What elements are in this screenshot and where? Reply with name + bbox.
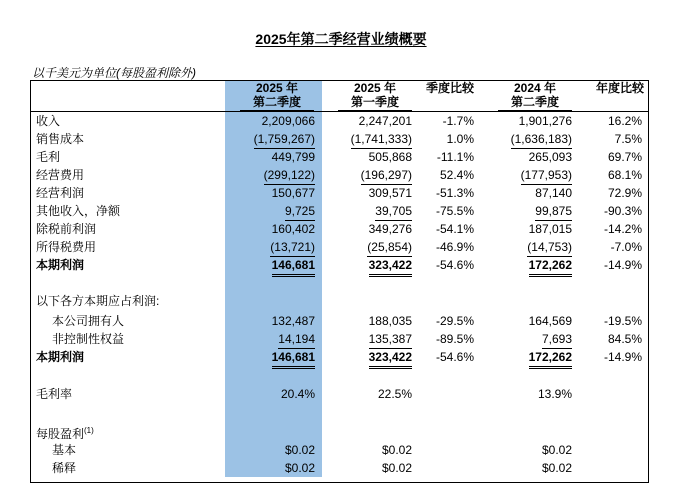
header-qoq: 季度比较 xyxy=(425,81,474,95)
attrib-heading: 以下各方本期应占利润: xyxy=(36,294,160,308)
table-row-net-profit: 本期利润 146,681 323,422 -54.6% 172,262 -14.9% xyxy=(0,256,682,274)
unit-note: 以千美元为单位(每股盈利除外) xyxy=(32,66,196,80)
table-row: 毛利 449,799 505,868 -11.1% 265,093 69.7% xyxy=(36,150,642,164)
table-row: 经营费用 (299,122) (196,297) 52.4% (177,953) 68.1% xyxy=(0,166,682,184)
table-row: 非控制性权益 14,194 135,387 -89.5% 7,693 84.5% xyxy=(0,330,682,348)
header-yoy: 年度比较 xyxy=(595,81,644,95)
table-row: 本公司拥有人 132,487 188,035 -29.5% 164,569 -19.5% xyxy=(52,314,642,328)
footnote-marker: (1) xyxy=(84,426,94,435)
table-row-eps-diluted: 稀释 $0.02 $0.02 $0.02 xyxy=(52,461,572,475)
table-row: 所得税费用 (13,721) (25,854) -46.9% (14,753) -7.0% xyxy=(0,238,682,256)
table-row: 销售成本 (1,759,267) (1,741,333) 1.0% (1,636,183) 7.5% xyxy=(0,130,682,148)
table-row: 除税前利润 160,402 349,276 -54.1% 187,015 -14.2% xyxy=(36,222,642,236)
page-title: 2025年第二季经营业绩概要 xyxy=(255,31,427,47)
table-row-gross-margin: 毛利率 20.4% 22.5% 13.9% xyxy=(36,387,572,401)
table-row: 其他收入，净额 9,725 39,705 -75.5% 99,875 -90.3% xyxy=(0,202,682,220)
table-row-net-profit-attrib: 本期利润 146,681 323,422 -54.6% 172,262 -14.9% xyxy=(0,348,682,366)
table-row: 收入 2,209,066 2,247,201 -1.7% 1,901,276 16.2% xyxy=(36,114,642,128)
header-q2-2024: 2024 年 第二季度 xyxy=(498,81,572,111)
header-q1-2025: 2025 年 第一季度 xyxy=(338,81,412,111)
table-row-eps-basic: 基本 $0.02 $0.02 $0.02 xyxy=(52,443,572,457)
table-row: 经营利润 150,677 309,571 -51.3% 87,140 72.9% xyxy=(36,186,642,200)
eps-heading: 每股盈利$^{(1)}$ xyxy=(36,426,94,441)
header-q2-2025: 2025 年 第二季度 xyxy=(240,81,314,111)
